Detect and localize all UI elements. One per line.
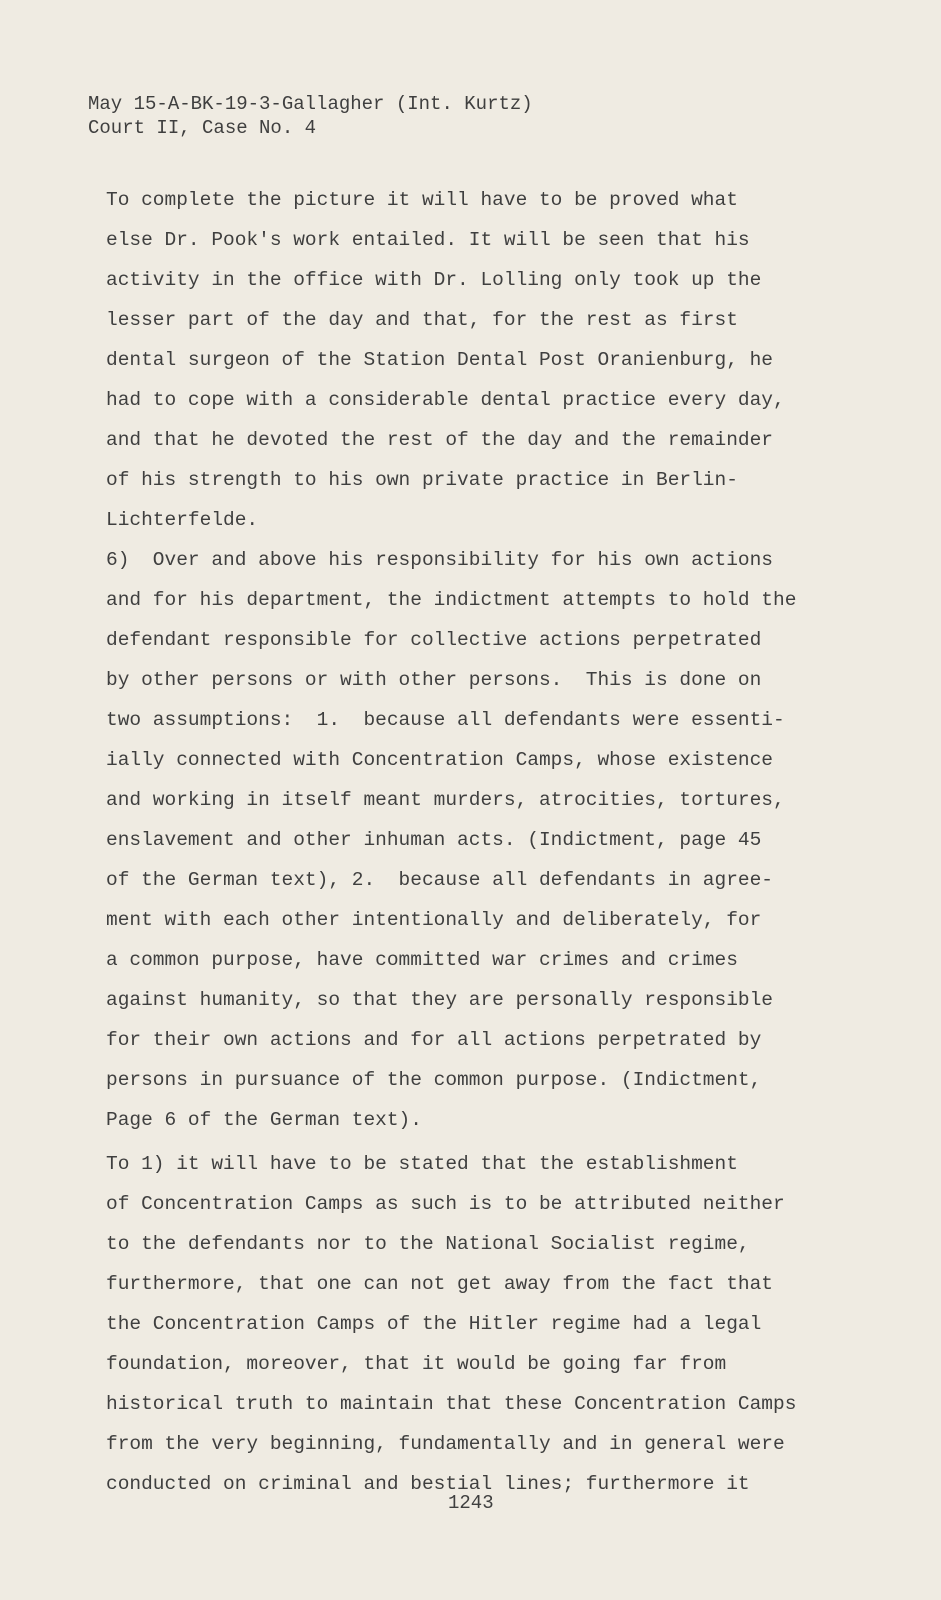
body-line: 6) Over and above his responsibility for his own actions (106, 549, 774, 571)
body-line: dental surgeon of the Station Dental Post Oranienburg, he (106, 349, 774, 371)
body-line: of Concentration Camps as such is to be attributed neither (106, 1193, 785, 1215)
header-line-2: Court II, Case No. 4 (88, 117, 317, 139)
body-line: against humanity, so that they are personally responsible (106, 989, 774, 1011)
body-line: a common purpose, have committed war crimes and crimes (106, 949, 738, 971)
body-line: by other persons or with other persons. This is done on (106, 669, 762, 691)
body-line: historical truth to maintain that these Concentration Camps (106, 1393, 797, 1415)
body-line: the Concentration Camps of the Hitler regime had a legal (106, 1313, 762, 1335)
page-number: 1243 (448, 1492, 494, 1514)
body-line: ment with each other intentionally and deliberately, for (106, 909, 762, 931)
body-line: to the defendants nor to the National Socialist regime, (106, 1233, 750, 1255)
body-line: and working in itself meant murders, atrocities, tortures, (106, 789, 785, 811)
body-line: To complete the picture it will have to be proved what (106, 189, 738, 211)
header-line-1: May 15-A-BK-19-3-Gallagher (Int. Kurtz) (88, 93, 533, 115)
body-line: had to cope with a considerable dental practice every day, (106, 389, 785, 411)
body-line: of his strength to his own private practice in Berlin- (106, 469, 738, 491)
body-line: furthermore, that one can not get away from the fact that (106, 1273, 774, 1295)
body-line: and that he devoted the rest of the day and the remainder (106, 429, 774, 451)
body-line: Page 6 of the German text). (106, 1109, 422, 1131)
body-line: two assumptions: 1. because all defendants were essenti- (106, 709, 785, 731)
body-line: foundation, moreover, that it would be going far from (106, 1353, 727, 1375)
body-line: of the German text), 2. because all defendants in agree- (106, 869, 774, 891)
document-body (106, 180, 796, 1504)
body-line: else Dr. Pook's work entailed. It will be seen that his (106, 229, 750, 251)
body-line: enslavement and other inhuman acts. (Indictment, page 45 (106, 829, 762, 851)
body-line: ially connected with Concentration Camps, whose existence (106, 749, 774, 771)
body-line: Lichterfelde. (106, 509, 259, 531)
body-line: To 1) it will have to be stated that the establishment (106, 1153, 738, 1175)
body-line: from the very beginning, fundamentally and in general were (106, 1433, 785, 1455)
body-line: conducted on criminal and bestial lines; furthermore it (106, 1473, 750, 1495)
body-line: activity in the office with Dr. Lolling only took up the (106, 269, 762, 291)
body-line: for their own actions and for all actions perpetrated by (106, 1029, 762, 1051)
body-line: and for his department, the indictment attempts to hold the (106, 589, 797, 611)
body-line: lesser part of the day and that, for the rest as first (106, 309, 738, 331)
body-line: defendant responsible for collective actions perpetrated (106, 629, 762, 651)
document-header (88, 92, 533, 140)
body-line: persons in pursuance of the common purpose. (Indictment, (106, 1069, 762, 1091)
